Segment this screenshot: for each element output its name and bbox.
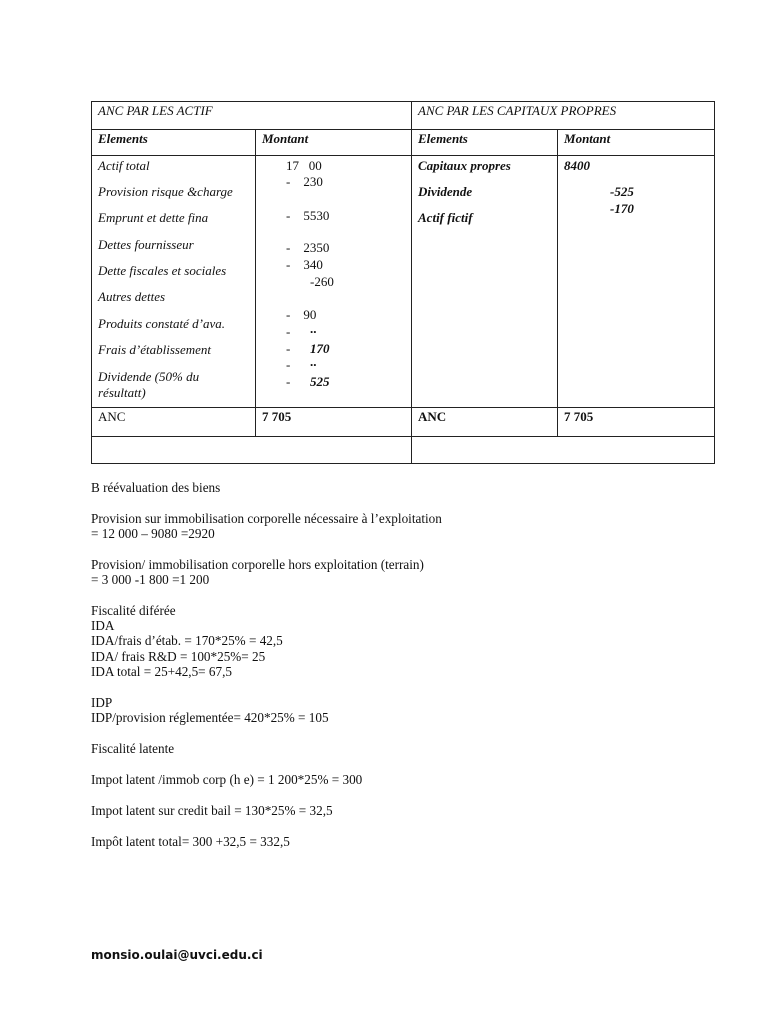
prov-corp-line-2: = 12 000 – 9080 =2920 [91, 526, 215, 541]
right-elements-cell [412, 156, 558, 408]
ida-rd-line: IDA/ frais R&D = 100*25%= 25 [91, 649, 266, 664]
anc-value-right: 7 705 [558, 408, 715, 437]
elem-dividende-cont: résultatt) [98, 385, 146, 400]
idp-provision-line: IDP/provision réglementée= 420*25% = 105 [91, 710, 329, 725]
elem-produits: Produits constaté d’ava. [98, 316, 225, 331]
anc-label-right: ANC [412, 408, 558, 437]
amount-emprunt: - 5530 [286, 208, 330, 223]
title-left: ANC PAR LES ACTIF [92, 102, 412, 130]
amount-dividende-right: -525 [610, 184, 634, 199]
amount-produits: - 90 [286, 307, 317, 322]
table-body-row [92, 156, 715, 408]
impot-credit-line: Impot latent sur credit bail = 130*25% = 32,5 [91, 803, 333, 818]
elem-autres-dettes: Autres dettes [98, 289, 166, 304]
amount-dash-4: - [286, 374, 291, 389]
amount-actif-fictif: -170 [610, 201, 634, 216]
elem-frais-etab: Frais d’établissement [98, 342, 212, 357]
amount-dash-2: - [286, 341, 291, 356]
title-right: ANC PAR LES CAPITAUX PROPRES [412, 102, 715, 130]
elem-capitaux-propres: Capitaux propres [418, 158, 511, 173]
amount-autres-dettes: -260 [310, 274, 334, 289]
amount-dettes-fournisseur: - 2350 [286, 240, 330, 255]
amount-dette-fiscales: - 340 [286, 257, 323, 272]
elem-actif-fictif: Actif fictif [418, 210, 473, 225]
header-montant-left: Montant [256, 130, 412, 156]
section-b-heading: B réévaluation des biens [91, 480, 221, 495]
fiscalite-differee-heading: Fiscalité diférée [91, 603, 176, 618]
prov-hors-line-2: = 3 000 -1 800 =1 200 [91, 572, 210, 587]
amount-capitaux-propres: 8400 [564, 158, 591, 173]
table-empty-row [92, 437, 715, 464]
amount-dots-2: .. [310, 354, 317, 369]
elem-actif-total: Actif total [98, 158, 150, 173]
left-elements-cell [92, 156, 256, 408]
header-montant-right: Montant [558, 130, 715, 156]
amount-provision: - 230 [286, 174, 323, 189]
right-amounts-cell [558, 156, 715, 408]
amount-frais-etab: 170 [310, 341, 330, 356]
elem-emprunt: Emprunt et dette fina [98, 210, 209, 225]
table-header-row [92, 130, 715, 156]
fiscalite-latente-heading: Fiscalité latente [91, 741, 175, 756]
anc-value-left: 7 705 [256, 408, 412, 437]
ida-total-line: IDA total = 25+42,5= 67,5 [91, 664, 232, 679]
idp-heading: IDP [91, 695, 113, 710]
prov-corp-line-1: Provision sur immobilisation corporelle nécessaire à l’exploitation [91, 511, 442, 526]
prov-hors-line-1: Provision/ immobilisation corporelle hors exploitation (terrain) [91, 557, 424, 572]
amount-dividende: 525 [310, 374, 330, 389]
empty-cell-left [92, 437, 412, 464]
elem-dividende: Dividende (50% du [98, 369, 200, 384]
table-title-row [92, 102, 715, 130]
elem-dettes-fournisseur: Dettes fournisseur [98, 237, 194, 252]
elem-dette-fiscales: Dette fiscales et sociales [98, 263, 227, 278]
footer-email: monsio.oulai@uvci.edu.ci [91, 948, 263, 962]
header-elements-left: Elements [92, 130, 256, 156]
anc-label-left: ANC [92, 408, 256, 437]
amount-actif-total: 17 00 [286, 158, 322, 173]
table-anc-row [92, 408, 715, 437]
empty-cell-right [412, 437, 715, 464]
header-elements-right: Elements [412, 130, 558, 156]
elem-dividende-right: Dividende [418, 184, 473, 199]
amount-dash-1: - [286, 324, 291, 339]
impot-immob-line: Impot latent /immob corp (h e) = 1 200*25% = 300 [91, 772, 363, 787]
ida-frais-line: IDA/frais d’étab. = 170*25% = 42,5 [91, 633, 283, 648]
ida-heading: IDA [91, 618, 115, 633]
left-amounts-cell [256, 156, 412, 408]
impot-total-line: Impôt latent total= 300 +32,5 = 332,5 [91, 834, 290, 849]
elem-provision: Provision risque &charge [98, 184, 233, 199]
amount-dash-3: - [286, 357, 291, 372]
amount-dots-1: .. [310, 321, 317, 336]
anc-table [91, 101, 715, 464]
